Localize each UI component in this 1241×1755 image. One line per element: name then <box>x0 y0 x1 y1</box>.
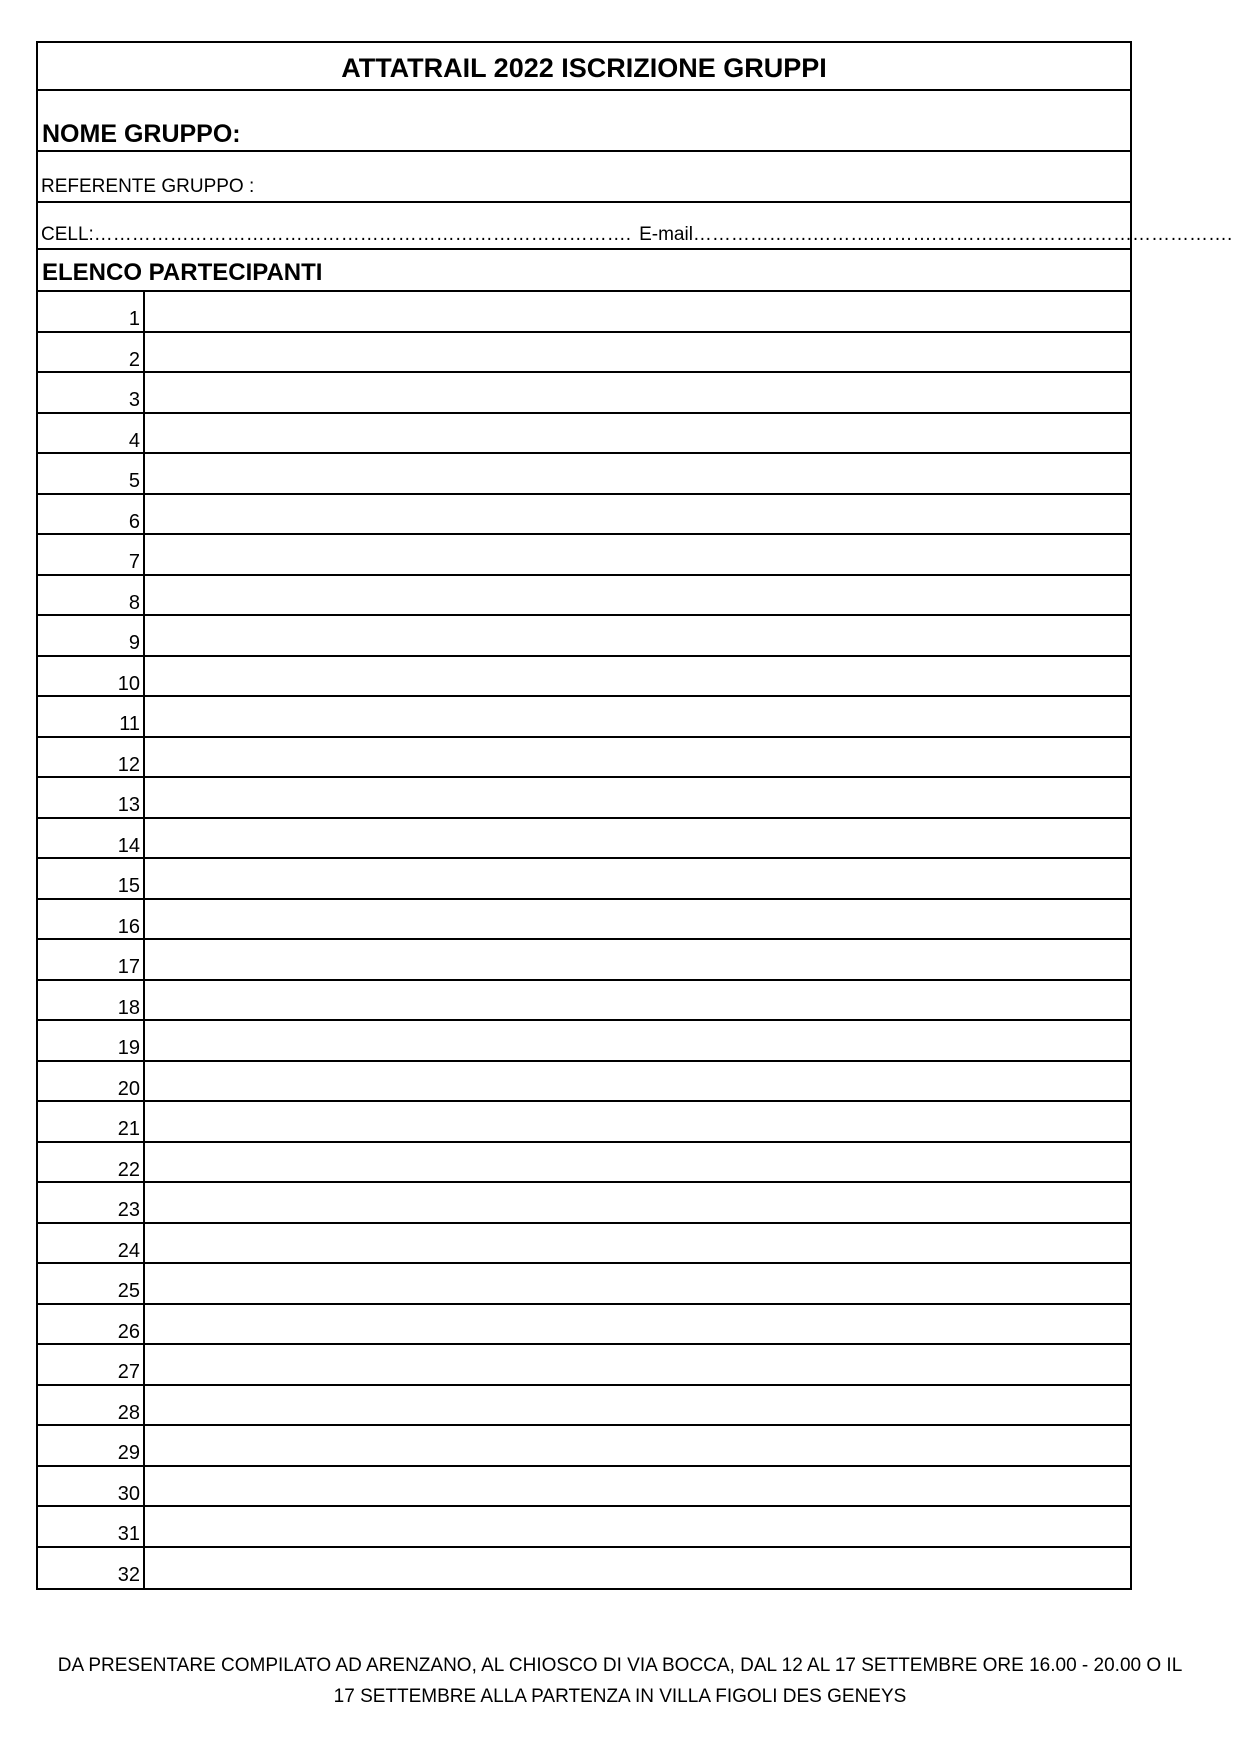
participant-number: 10 <box>38 657 145 696</box>
participant-name-field[interactable] <box>145 1507 1130 1546</box>
participant-number: 21 <box>38 1102 145 1141</box>
participant-row <box>38 1467 1130 1508</box>
participant-row <box>38 1386 1130 1427</box>
participant-row <box>38 738 1130 779</box>
participant-row <box>38 414 1130 455</box>
participant-row <box>38 576 1130 617</box>
participant-number: 20 <box>38 1062 145 1101</box>
participant-number: 32 <box>38 1548 145 1589</box>
participant-name-field[interactable] <box>145 819 1130 858</box>
participant-row <box>38 1224 1130 1265</box>
participant-number: 31 <box>38 1507 145 1546</box>
participant-name-field[interactable] <box>145 981 1130 1020</box>
participant-name-field[interactable] <box>145 1467 1130 1506</box>
participant-row <box>38 981 1130 1022</box>
participant-name-field[interactable] <box>145 616 1130 655</box>
participant-row <box>38 1102 1130 1143</box>
participant-row <box>38 859 1130 900</box>
participant-row <box>38 1507 1130 1548</box>
participant-number: 23 <box>38 1183 145 1222</box>
footer-note <box>30 1650 1210 1712</box>
group-name-field[interactable] <box>38 91 1130 152</box>
participant-row <box>38 535 1130 576</box>
participant-row <box>38 900 1130 941</box>
participant-name-field[interactable] <box>145 1143 1130 1182</box>
participant-row <box>38 333 1130 374</box>
participant-number: 15 <box>38 859 145 898</box>
participant-row <box>38 1264 1130 1305</box>
participant-name-field[interactable] <box>145 1305 1130 1344</box>
participant-row <box>38 940 1130 981</box>
participant-row <box>38 1062 1130 1103</box>
footer-line-1: DA PRESENTARE COMPILATO AD ARENZANO, AL CHIOSCO DI VIA BOCCA, DAL 12 AL 17 SETTEMBRE ORE 16.00 - 20.00 O IL <box>57 1655 1183 1676</box>
participant-name-field[interactable] <box>145 414 1130 453</box>
participant-row <box>38 1021 1130 1062</box>
participant-name-field[interactable] <box>145 1548 1130 1589</box>
participant-number: 13 <box>38 778 145 817</box>
participant-number: 3 <box>38 373 145 412</box>
participant-number: 12 <box>38 738 145 777</box>
participant-name-field[interactable] <box>145 940 1130 979</box>
participant-name-field[interactable] <box>145 1183 1130 1222</box>
participant-name-field[interactable] <box>145 657 1130 696</box>
participant-name-field[interactable] <box>145 697 1130 736</box>
participant-name-field[interactable] <box>145 1386 1130 1425</box>
participant-name-field[interactable] <box>145 1102 1130 1141</box>
participant-row <box>38 1305 1130 1346</box>
registration-form <box>36 41 1233 1590</box>
participant-name-field[interactable] <box>145 333 1130 372</box>
participant-number: 1 <box>38 292 145 331</box>
form-title: ATTATRAIL 2022 ISCRIZIONE GRUPPI <box>38 43 1130 91</box>
participant-name-field[interactable] <box>145 1264 1130 1303</box>
participant-row <box>38 1426 1130 1467</box>
participant-number: 14 <box>38 819 145 858</box>
participant-row <box>38 373 1130 414</box>
participant-number: 17 <box>38 940 145 979</box>
participant-name-field[interactable] <box>145 1021 1130 1060</box>
email-label: E-mail……………….……….……….……….………………………………. <box>639 224 1233 245</box>
participant-name-field[interactable] <box>145 1345 1130 1384</box>
participant-number: 30 <box>38 1467 145 1506</box>
participant-name-field[interactable] <box>145 1224 1130 1263</box>
participants-heading: ELENCO PARTECIPANTI <box>38 250 1130 292</box>
participant-number: 27 <box>38 1345 145 1384</box>
participant-name-field[interactable] <box>145 900 1130 939</box>
participant-name-field[interactable] <box>145 454 1130 493</box>
participant-number: 2 <box>38 333 145 372</box>
participant-name-field[interactable] <box>145 1062 1130 1101</box>
participant-row <box>38 657 1130 698</box>
participant-name-field[interactable] <box>145 495 1130 534</box>
participant-name-field[interactable] <box>145 292 1130 331</box>
participant-number: 8 <box>38 576 145 615</box>
participant-number: 26 <box>38 1305 145 1344</box>
participant-name-field[interactable] <box>145 859 1130 898</box>
referent-label: REFERENTE GRUPPO : <box>41 176 255 197</box>
participant-name-field[interactable] <box>145 576 1130 615</box>
participant-number: 6 <box>38 495 145 534</box>
participant-number: 29 <box>38 1426 145 1465</box>
participant-number: 28 <box>38 1386 145 1425</box>
participant-row <box>38 778 1130 819</box>
participant-name-field[interactable] <box>145 373 1130 412</box>
participant-row <box>38 697 1130 738</box>
participant-number: 11 <box>38 697 145 736</box>
participant-row <box>38 819 1130 860</box>
participant-row <box>38 495 1130 536</box>
cell-label: CELL:…………………………………………………………………………. <box>41 224 632 245</box>
participant-name-field[interactable] <box>145 738 1130 777</box>
participant-number: 9 <box>38 616 145 655</box>
participant-number: 16 <box>38 900 145 939</box>
participant-number: 5 <box>38 454 145 493</box>
participant-row <box>38 616 1130 657</box>
participant-number: 18 <box>38 981 145 1020</box>
contact-field[interactable] <box>38 203 1233 250</box>
participant-row <box>38 1548 1130 1589</box>
referent-field[interactable] <box>38 152 1130 203</box>
participant-row <box>38 1183 1130 1224</box>
participant-row <box>38 292 1130 333</box>
footer-line-2: 17 SETTEMBRE ALLA PARTENZA IN VILLA FIGOLI DES GENEYS <box>333 1686 907 1707</box>
participant-number: 22 <box>38 1143 145 1182</box>
participant-row <box>38 1143 1130 1184</box>
participant-row <box>38 1345 1130 1386</box>
participant-name-field[interactable] <box>145 778 1130 817</box>
group-name-label: NOME GRUPPO: <box>42 120 241 148</box>
participant-row <box>38 454 1130 495</box>
participant-number: 24 <box>38 1224 145 1263</box>
participant-name-field[interactable] <box>145 535 1130 574</box>
participant-name-field[interactable] <box>145 1426 1130 1465</box>
participant-number: 4 <box>38 414 145 453</box>
participants-table <box>38 292 1130 1588</box>
participant-number: 19 <box>38 1021 145 1060</box>
participant-number: 25 <box>38 1264 145 1303</box>
participant-number: 7 <box>38 535 145 574</box>
